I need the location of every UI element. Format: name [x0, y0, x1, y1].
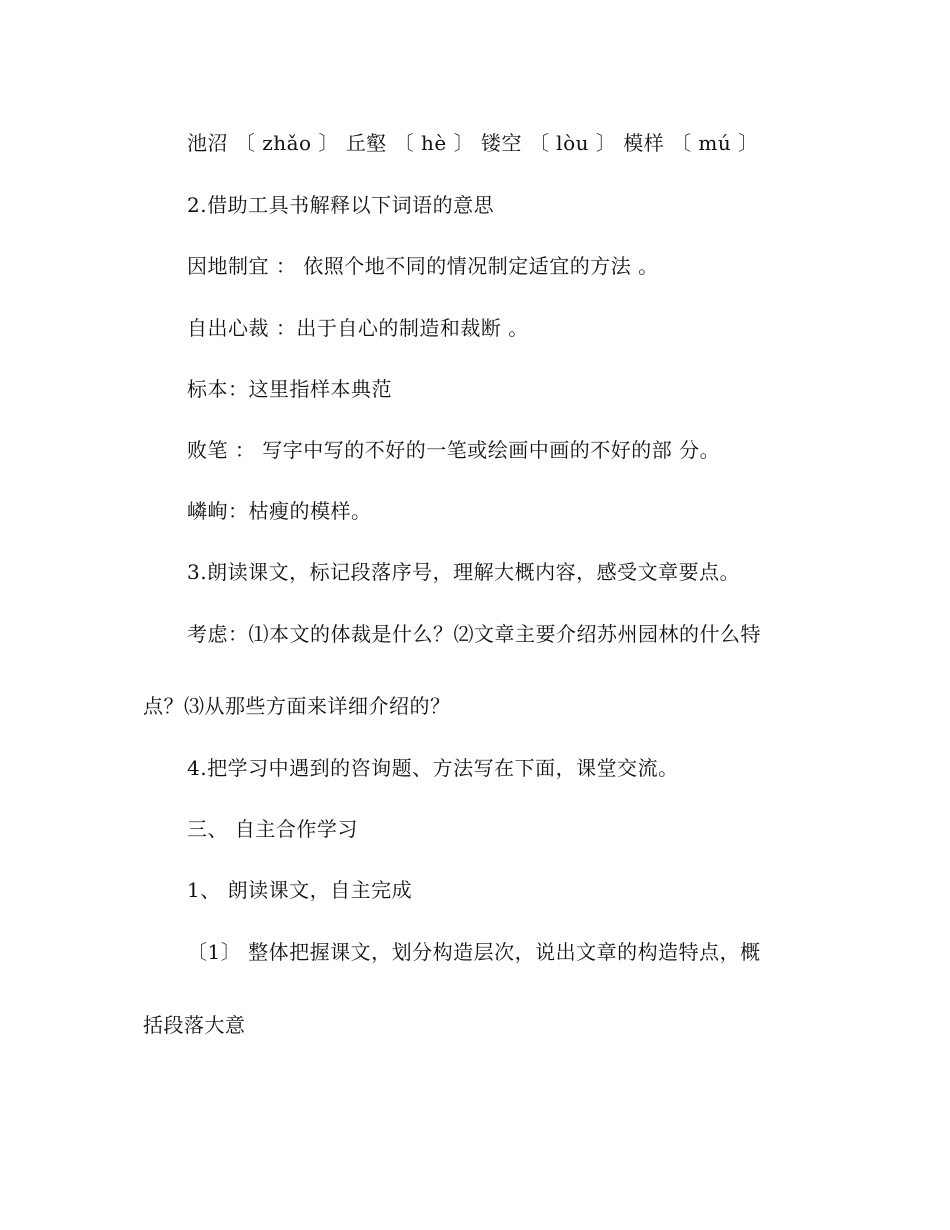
- task-heading-4: 4.把学习中遇到的咨询题、方法写在下面，课堂交流。: [187, 756, 679, 780]
- task-heading-3: 3.朗读课文，标记段落序号，理解大概内容，感受文章要点。: [187, 560, 741, 584]
- subsection-heading-1: 1、 朗读课文，自主完成: [187, 878, 413, 902]
- section-heading-3: 三、 自主合作学习: [187, 817, 358, 841]
- question-paragraph-line-2: 点？⑶从那些方面来详细介绍的？: [143, 694, 451, 718]
- definition-linxun: 嶙峋：枯瘦的模样。: [187, 499, 372, 523]
- exercise-paragraph-line-1: 〔1〕 整体把握课文，划分构造层次，说出文章的构造特点，概: [187, 940, 761, 964]
- pinyin-annotation-line: 池沼 〔 zhǎo 〕 丘壑 〔 hè 〕 镂空 〔 lòu 〕 模样 〔 mú 〕: [187, 131, 759, 155]
- definition-yindizhiyi: 因地制宜 ： 依照个地不同的情况制定适宜的方法 。: [187, 254, 659, 278]
- definition-biaoben: 标本：这里指样本典范: [187, 377, 392, 401]
- task-heading-2: 2.借助工具书解释以下词语的意思: [187, 193, 495, 217]
- exercise-paragraph-line-2: 括段落大意: [143, 1013, 246, 1037]
- question-paragraph-line-1: 考虑：⑴本文的体裁是什么？⑵文章主要介绍苏州园林的什么特: [187, 622, 761, 646]
- definition-baibi: 败笔 ： 写字中写的不好的一笔或绘画中画的不好的部 分。: [187, 438, 721, 462]
- definition-zichuxincai: 自出心裁 ：出于自心的制造和裁断 。: [187, 316, 529, 340]
